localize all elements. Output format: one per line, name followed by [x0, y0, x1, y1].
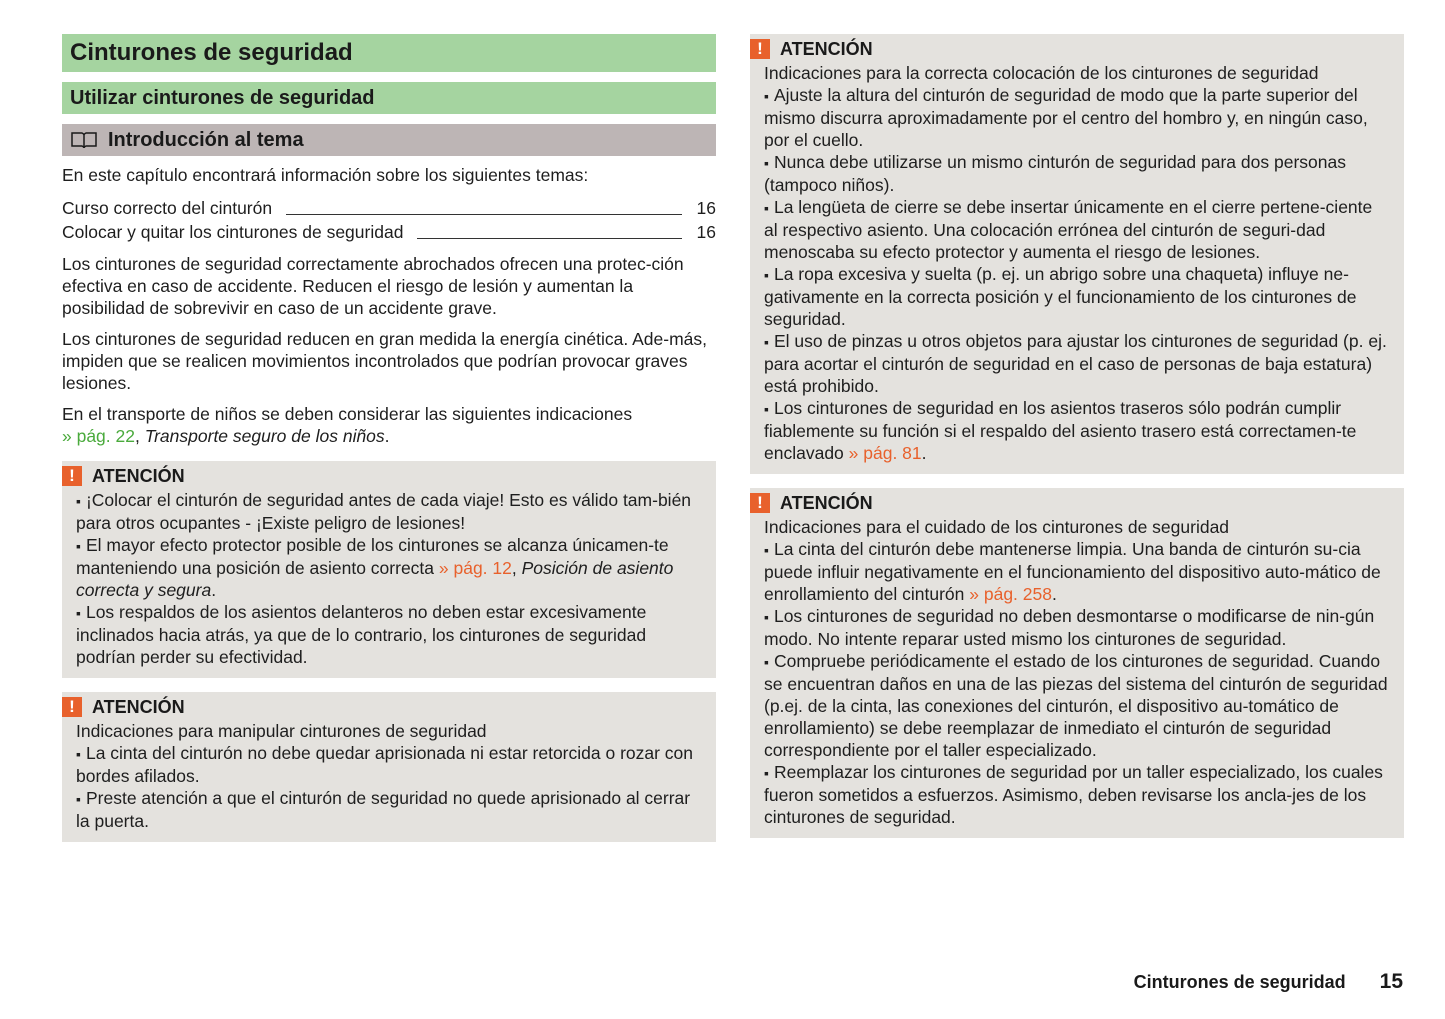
right-column	[750, 34, 1404, 852]
warning-title: ATENCIÓN	[92, 696, 185, 717]
warning-bullet: ▪ La lengüeta de cierre se debe insertar únicamente en el cierre pertene-ciente al respectivo asiento. Una colocación errónea del cinturón de seguri-dad menoscaba su efecto protector y aumenta el riesgo de lesiones.	[764, 196, 1390, 263]
page-link[interactable]: » pág. 12	[438, 558, 512, 578]
toc-item[interactable]	[62, 196, 716, 220]
topic-list	[62, 196, 716, 244]
warning-bullet	[764, 397, 1390, 464]
left-column	[62, 34, 716, 856]
warning-title: ATENCIÓN	[780, 492, 873, 513]
warning-bullet: ▪ Reemplazar los cinturones de seguridad por un taller especializado, los cuales fueron sometidos a esfuerzos. Asimismo, deben revisarse los ancla-jes de los cinturones de seguridad.	[764, 761, 1390, 828]
topic-heading	[62, 124, 716, 156]
toc-leader	[286, 214, 682, 215]
topic-reference: Posición de asiento correcta y segura	[76, 558, 674, 600]
paragraph: Los cinturones de seguridad reducen en gran medida la energía cinética. Ade-más, impiden que se realicen movimientos incontrolados que podrían provocar graves lesiones.	[62, 329, 707, 393]
warning-bullet: ▪ El uso de pinzas u otros objetos para ajustar los cinturones de seguridad (p. ej. para acortar el cinturón de seguridad en el caso de personas de baja estatura) está prohibido.	[764, 330, 1390, 397]
bullet-text: El mayor efecto protector posible de los cinturones se alcanza únicamen-te manteniendo una posición de asiento correcta	[76, 535, 669, 578]
warning-bullet: ▪ Nunca debe utilizarse un mismo cinturón de seguridad para dos personas (tampoco niños).	[764, 151, 1390, 196]
warning-title: ATENCIÓN	[780, 38, 873, 59]
intro-text: En este capítulo encontrará información sobre los siguientes temas:	[62, 165, 589, 185]
warning-bullet	[76, 534, 702, 601]
warning-bullet: ▪ Compruebe periódicamente el estado de los cinturones de seguridad. Cuando se encuentran daños en una de las piezas del sistema del cinturón de seguridad (p.ej. de la cinta, las conexiones del cinturón, el dispositivo au-tomático de enrollamiento) se debe reemplazar de inmediato el cinturón de seguridad correspondiente por el taller especializado.	[764, 650, 1390, 761]
warning-bullet: ▪ La ropa excesiva y suelta (p. ej. un abrigo sobre una chaqueta) influye ne-gativamente en la correcta posición y el funcionamiento de los cinturones de seguridad.	[764, 263, 1390, 330]
bullet-text: La cinta del cinturón debe mantenerse limpia. Una banda de cinturón su-cia puede influir negativamente en el funcionamiento del dispositivo auto-mático de enrollamiento del cinturón	[764, 539, 1381, 604]
warning-header	[62, 694, 702, 720]
warning-bullet: ▪ Los respaldos de los asientos delanteros no deben estar excesivamente inclinados hacia atrás, ya que de lo contrario, los cinturones de seguridad podrían perder su efectividad.	[76, 601, 702, 668]
warning-intro: Indicaciones para el cuidado de los cinturones de seguridad	[764, 517, 1230, 537]
toc-item-page[interactable]: 16	[696, 198, 716, 218]
topic-heading-label: Introducción al tema	[108, 129, 304, 151]
warning-bullet	[764, 538, 1390, 605]
page-number: 15	[1379, 970, 1403, 993]
period: .	[384, 426, 390, 446]
page-link[interactable]: » pág. 81	[848, 443, 922, 463]
page-link[interactable]: » pág. 258	[969, 584, 1052, 604]
book-icon	[70, 131, 98, 149]
toc-item-label[interactable]: Curso correcto del cinturón	[62, 198, 273, 218]
warning-icon: !	[62, 697, 82, 717]
warning-icon: !	[750, 39, 770, 59]
bullet-text: Los cinturones de seguridad en los asientos traseros sólo podrán cumplir fiablemente su función si el respaldo del asiento trasero está correctamen-te enclavado	[764, 398, 1357, 463]
warning-box	[62, 461, 716, 678]
warning-box	[750, 488, 1404, 838]
warning-bullet: ▪ ¡Colocar el cinturón de seguridad antes de cada viaje! Esto es válido tam-bién para otros ocupantes - ¡Existe peligro de lesiones!	[76, 489, 702, 534]
page-link[interactable]: » pág. 22	[62, 426, 135, 446]
period: .	[921, 443, 927, 463]
warning-header	[750, 36, 1390, 62]
paragraph: Los cinturones de seguridad correctamente abrochados ofrecen una protec-ción efectiva en caso de accidente. Reducen el riesgo de lesión y aumentan la posibilidad de sobrevivir en caso de un accidente grave.	[62, 254, 684, 318]
warning-bullet: ▪ La cinta del cinturón no debe quedar aprisionada ni estar retorcida o rozar con bordes afilados.	[76, 742, 702, 787]
toc-item-label[interactable]: Colocar y quitar los cinturones de seguridad	[62, 222, 404, 242]
warning-header	[62, 463, 702, 489]
toc-leader	[417, 238, 682, 239]
page-footer	[1134, 970, 1403, 994]
warning-intro: Indicaciones para manipular cinturones de seguridad	[76, 721, 487, 741]
topic-reference: Transporte seguro de los niños	[144, 426, 385, 446]
footer-section-title: Cinturones de seguridad	[1133, 971, 1346, 992]
warning-bullet: ▪ Preste atención a que el cinturón de seguridad no quede aprisionado al cerrar la puerta.	[76, 787, 702, 832]
warning-bullet: ▪ Ajuste la altura del cinturón de seguridad de modo que la parte superior del mismo discurra aproximadamente por el centro del hombro y, en ningún caso, por el cuello.	[764, 84, 1390, 151]
warning-header	[750, 490, 1390, 516]
separator: ,	[134, 426, 145, 446]
separator: ,	[511, 558, 522, 578]
period: .	[1051, 584, 1057, 604]
toc-item[interactable]	[62, 220, 716, 244]
section-heading: Utilizar cinturones de seguridad	[62, 82, 716, 114]
warning-icon: !	[62, 466, 82, 486]
children-text: En el transporte de niños se deben considerar las siguientes indicaciones	[62, 404, 633, 424]
warning-bullet: ▪ Los cinturones de seguridad no deben desmontarse o modificarse de nin-gún modo. No intente reparar usted mismo los cinturones de seguridad.	[764, 605, 1390, 650]
chapter-heading: Cinturones de seguridad	[62, 34, 716, 72]
warning-intro: Indicaciones para la correcta colocación de los cinturones de seguridad	[764, 63, 1319, 83]
period: .	[211, 580, 217, 600]
children-paragraph	[62, 403, 716, 447]
warning-box	[62, 692, 716, 842]
warning-box	[750, 34, 1404, 474]
warning-title: ATENCIÓN	[92, 465, 185, 486]
toc-item-page[interactable]: 16	[696, 222, 716, 242]
warning-icon: !	[750, 493, 770, 513]
